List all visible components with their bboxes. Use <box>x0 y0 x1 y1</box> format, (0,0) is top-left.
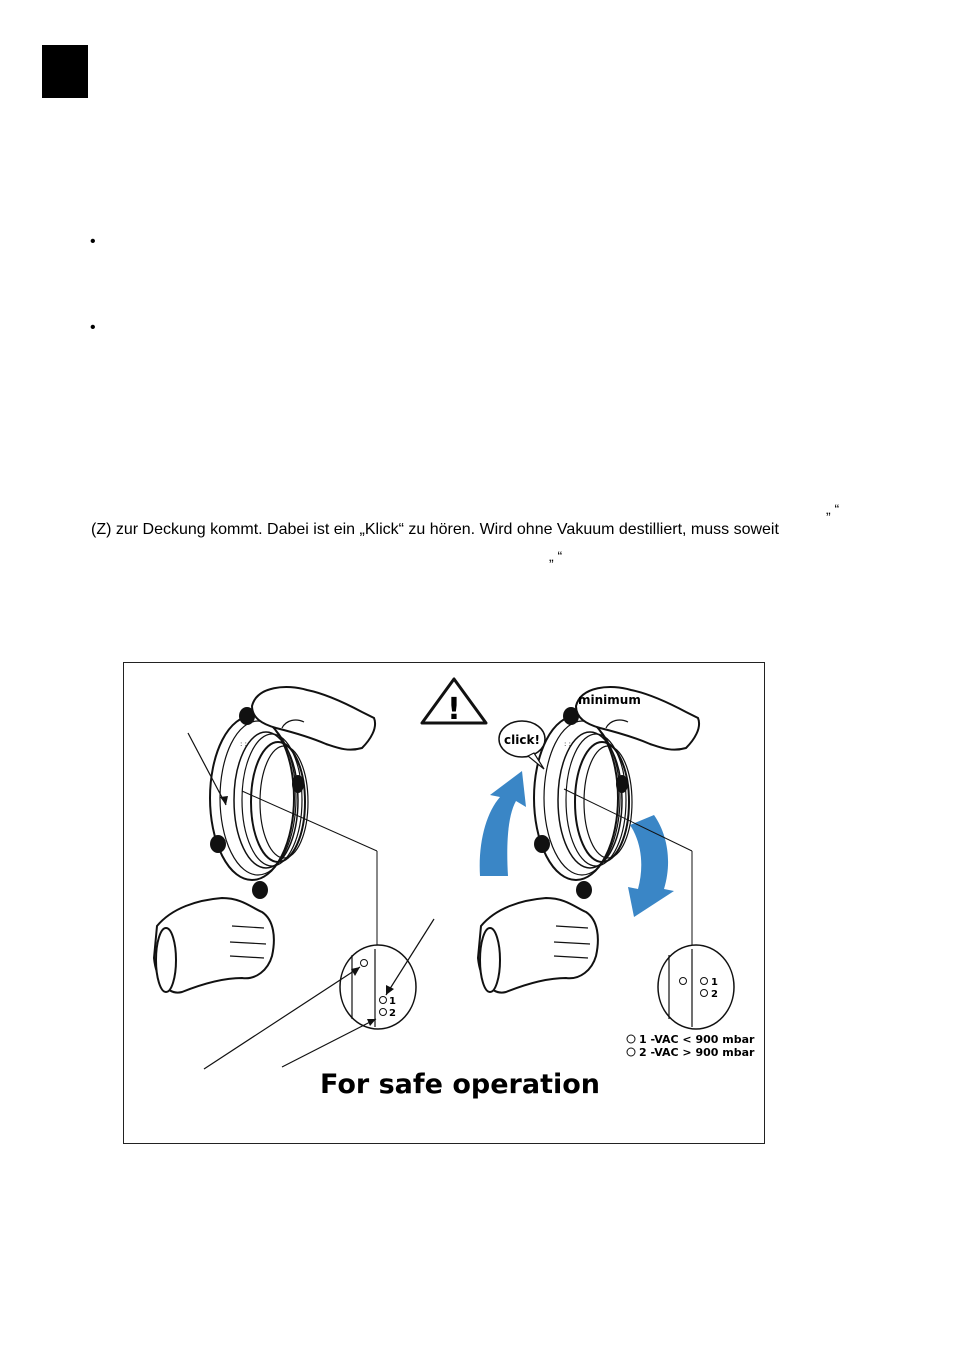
safety-figure <box>112 605 765 1144</box>
pointer-line-marker <box>204 967 360 1069</box>
section-marker-block <box>42 45 88 98</box>
quote-marks-1: „ “ <box>826 501 840 517</box>
quote-marks-2: „ “ <box>549 548 563 564</box>
vacuum-legend <box>627 1033 755 1059</box>
marker-right-2: 2 <box>711 989 718 1000</box>
click-callout <box>499 721 545 769</box>
marker-left-2: 2 <box>389 1008 396 1019</box>
flask-assembly-left <box>154 687 375 993</box>
marker-right-1: 1 <box>711 977 718 988</box>
legend-item-1: 1 -VAC < 900 mbar <box>639 1033 755 1046</box>
figure-illustration: : : ! minimum click! 1 2 1 2 1 -VAC < 900 mbar 2 -VAC > 900 mbar For safe operation <box>112 605 755 1100</box>
marker-left-1: 1 <box>389 996 396 1007</box>
click-label: click! <box>504 733 540 747</box>
pointer-line-2 <box>282 1019 376 1067</box>
figure-caption: For safe operation <box>320 1069 601 1100</box>
legend-item-2: 2 -VAC > 900 mbar <box>639 1046 755 1059</box>
warning-symbol: ! <box>447 692 461 727</box>
warning-triangle-icon <box>422 679 486 727</box>
rotate-down-arrow-icon <box>628 815 674 917</box>
bullet-1: • <box>90 233 96 250</box>
paragraph-line: (Z) zur Deckung kommt. Dabei ist ein „Klick“ zu hören. Wird ohne Vakuum destilliert, muss soweit <box>91 521 779 538</box>
rotate-up-arrow-icon <box>480 771 526 876</box>
bullet-2: • <box>90 319 96 336</box>
minimum-label: minimum <box>578 693 641 707</box>
